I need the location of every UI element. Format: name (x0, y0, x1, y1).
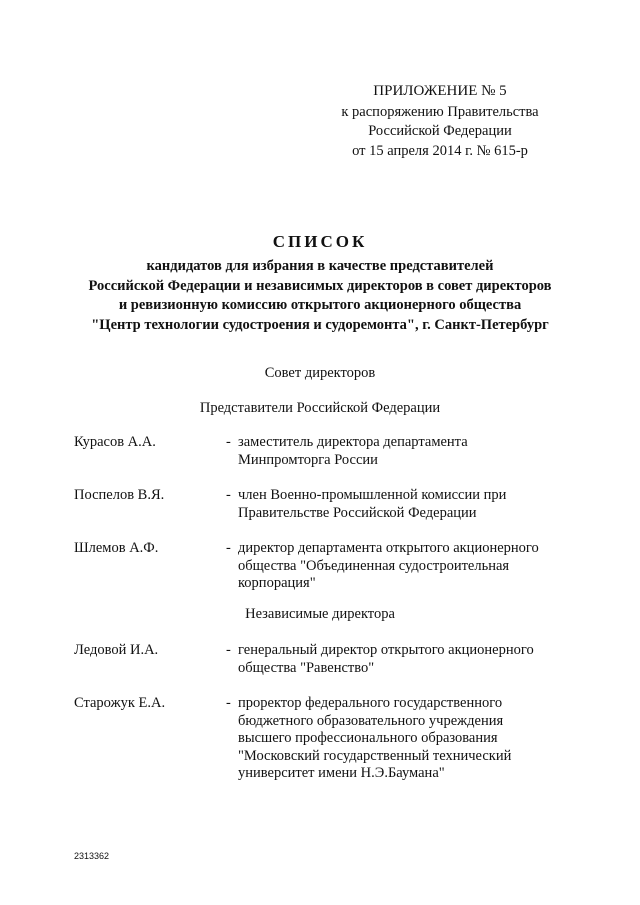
description-line: генеральный директор открытого акционерного (238, 642, 534, 658)
candidate-description (238, 642, 578, 677)
description-line: университет имени Н.Э.Баумана" (238, 765, 445, 781)
candidate-name: Ледовой И.А. (74, 642, 159, 658)
subtitle-line: "Центр технологии судостроения и судоремонта", г. Санкт-Петербург (91, 316, 549, 333)
description-line: "Московский государственный технический (238, 747, 512, 764)
subtitle-line: кандидатов для избрания в качестве представителей (146, 258, 494, 274)
dash-separator: - (226, 487, 231, 503)
candidate-description (238, 695, 578, 783)
document-subtitle (40, 257, 600, 335)
document-number: 2313362 (74, 851, 110, 861)
description-line: общества "Объединенная судостроительная (238, 557, 510, 574)
appendix-line: от 15 апреля 2014 г. № 615-р (352, 142, 528, 159)
description-line: Минпромторга России (238, 451, 378, 468)
dash-separator: - (226, 540, 231, 556)
representatives-heading: Представители Российской Федерации (199, 400, 441, 416)
subtitle-line: Российской Федерации и независимых директоров в совет директоров (88, 277, 552, 294)
description-line: Правительстве Российской Федерации (238, 504, 477, 521)
description-line: высшего профессионального образования (238, 730, 498, 746)
appendix-line: Российской Федерации (368, 123, 512, 139)
appendix-title: ПРИЛОЖЕНИЕ № 5 (373, 83, 507, 99)
appendix-block (300, 82, 580, 161)
description-line: общества "Равенство" (238, 659, 375, 676)
candidate-description (238, 540, 578, 593)
dash-separator: - (226, 434, 231, 450)
appendix-line: к распоряжению Правительства (341, 103, 539, 120)
description-line: заместитель директора департамента (238, 434, 468, 450)
dash-separator: - (226, 695, 231, 711)
description-line: корпорация" (238, 575, 316, 591)
candidate-description (238, 434, 578, 469)
candidate-description (238, 487, 578, 522)
candidate-name: Поспелов В.Я. (74, 487, 165, 503)
description-line: директор департамента открытого акционерного (238, 540, 539, 556)
candidate-name: Старожук Е.А. (74, 695, 166, 711)
description-line: бюджетного образовательного учреждения (238, 712, 504, 729)
independent-heading: Независимые директора (245, 606, 395, 622)
candidate-name: Шлемов А.Ф. (74, 540, 159, 556)
dash-separator: - (226, 642, 231, 658)
candidate-name: Курасов А.А. (74, 434, 156, 450)
board-heading: Совет директоров (264, 365, 376, 381)
description-line: проректор федерального государственного (238, 695, 503, 711)
description-line: член Военно-промышленной комиссии при (238, 487, 507, 503)
document-title: СПИСОК (272, 232, 368, 251)
subtitle-line: и ревизионную комиссию открытого акционерного общества (118, 297, 522, 313)
